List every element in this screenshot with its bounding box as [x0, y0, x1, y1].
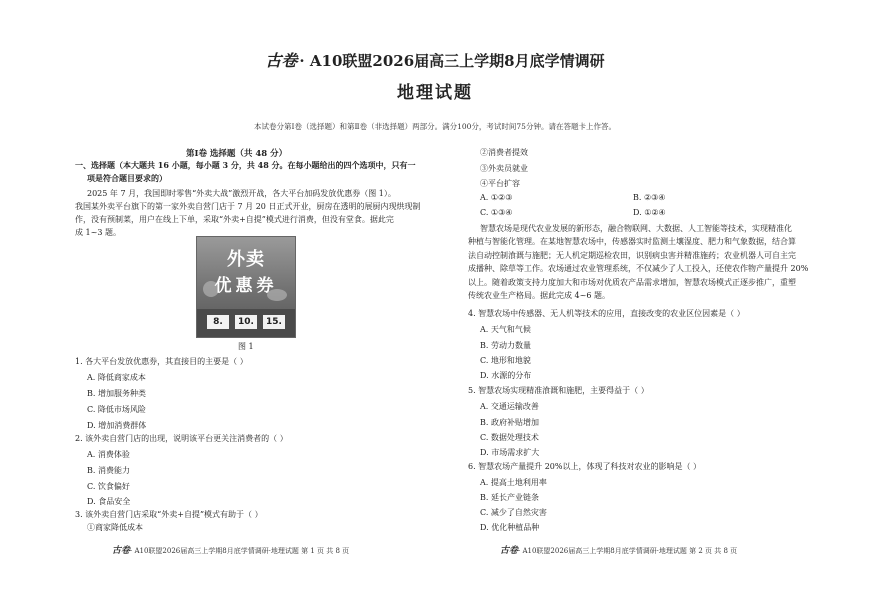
coupon-value: 15. — [263, 315, 285, 329]
option-4c: C. 地形和地貌 — [480, 356, 531, 365]
subject-title: 地理试题 — [397, 83, 473, 103]
figure-caption: 图 1 — [238, 342, 254, 351]
footer-right — [500, 543, 737, 556]
coupon-value: 10. — [235, 315, 257, 329]
part-instruction-line1: 一、选择题（本大题共 16 小题，每小题 3 分，共 48 分。在每小题给出的四个选项中，只有一 — [75, 160, 416, 170]
part-instruction-line2: 项是符合题目要求的） — [87, 173, 167, 183]
option-5b: B. 政府补贴增加 — [480, 418, 539, 427]
option-3a: A. ①②③ — [480, 193, 513, 202]
question-2: 2. 该外卖自营门店的出现，说明该平台更关注消费者的（ ） — [75, 434, 288, 443]
option-1a: A. 降低商家成本 — [87, 373, 146, 382]
option-4a: A. 天气和气候 — [480, 325, 531, 334]
coupon-figure — [196, 236, 296, 338]
coupon-title-line2: 优惠券 — [214, 276, 278, 296]
option-1b: B. 增加服务种类 — [87, 389, 146, 398]
option-6b: B. 延长产业链条 — [480, 493, 539, 502]
exam-title-text: · A10联盟2026届高三上学期8月底学情调研 — [299, 52, 605, 70]
footer-right-text: · A10联盟2026届高三上学期8月底学情调研·地理试题 第 2 页 共 8 页 — [518, 547, 738, 555]
q3-item-4: ④平台扩容 — [480, 179, 520, 188]
option-6d: D. 优化种植品种 — [480, 523, 540, 532]
passage-line: 法自动控制湌溉与施肥；无人机定期巡检农田，识别病虫害并精准施药；农业机器人可自主完 — [468, 251, 796, 260]
passage-line: 以上。随着政策支持力度加大和市场对优质农产品需求增加，智慧农场模式正逐步推广，重塑 — [468, 278, 796, 287]
option-4b: B. 劳动力数量 — [480, 341, 531, 350]
question-1: 1. 各大平台发放优惠券，其直接目的主要是（ ） — [75, 357, 248, 366]
option-3d: D. ①②④ — [633, 208, 666, 217]
option-5c: C. 数据处理技术 — [480, 433, 539, 442]
option-1d: D. 增加消费群体 — [87, 421, 147, 430]
exam-header-title — [0, 48, 870, 71]
option-3b: B. ②③④ — [633, 193, 666, 202]
passage-line: 2025 年 7 月，我国即时零售“外卖大战”激烈开战，各大平台加码发放优惠券（图 1）。 — [87, 189, 396, 198]
exam-instructions: 本试卷分第Ⅰ卷（选择题）和第Ⅱ卷（非选择题）两部分。满分100分，考试时间75分钟。请在答题卡上作答。 — [254, 122, 616, 131]
passage-line: 成播种、除草等工作。农场通过农业管理系统，不仅减少了人工投入，还使农作物产量提升 20% — [468, 264, 809, 273]
q3-item-1: ①商家降低成本 — [87, 523, 143, 532]
option-2b: B. 消费能力 — [87, 466, 130, 475]
coupon-title-line1: 外卖 — [227, 249, 265, 270]
brand-logo: 古卷 — [265, 51, 298, 70]
question-4: 4. 智慧农场中传感器、无人机等技术的应用，直接改变的农业区位因素是（ ） — [468, 309, 745, 318]
question-6: 6. 智慧农场产量提升 20%以上，体现了科技对农业的影响是（ ） — [468, 462, 702, 471]
q3-item-2: ②消费者提效 — [480, 148, 528, 157]
option-4d: D. 水源的分布 — [480, 371, 532, 380]
section-title: 第Ⅰ卷 选择题（共 48 分） — [186, 149, 288, 159]
option-1c: C. 降低市场风险 — [87, 405, 146, 414]
passage-line: 成 1~3 题。 — [75, 228, 121, 237]
question-3: 3. 该外卖自营门店采取“外卖+自提”模式有助于（ ） — [75, 510, 263, 519]
question-5: 5. 智慧农场实现精准湌溉和施肥，主要得益于（ ） — [468, 386, 649, 395]
coupon-value: 8. — [207, 315, 229, 329]
passage-line: 我国某外卖平台旗下的第一家外卖自营门店于 7 月 20 日正式开业，厨房在透明的展厨内现烘现制 — [75, 202, 421, 211]
footer-left-text: · A10联盟2026届高三上学期8月底学情调研·地理试题 第 1 页 共 8 页 — [130, 547, 350, 555]
option-5d: D. 市场需求扩大 — [480, 448, 540, 457]
option-6a: A. 提高土地利用率 — [480, 478, 547, 487]
passage-line: 智慧农场是现代农业发展的新形态，融合物联网、大数据、人工智能等技术，实现精准化 — [480, 224, 792, 233]
passage-line: 传统农业生产格局。据此完成 4~6 题。 — [468, 291, 610, 300]
option-2c: C. 饮食偏好 — [87, 482, 130, 491]
option-3c: C. ①③④ — [480, 208, 513, 217]
q3-item-3: ③外卖员就业 — [480, 164, 528, 173]
footer-logo: 古卷 — [500, 546, 519, 556]
option-6c: C. 减少了自然灾害 — [480, 508, 547, 517]
option-5a: A. 交通运输改善 — [480, 402, 539, 411]
footer-left — [112, 543, 349, 556]
footer-logo: 古卷 — [112, 546, 131, 556]
option-2d: D. 食品安全 — [87, 497, 131, 506]
passage-line: 种植与智能化管理。在某地智慧农场中，传感器实时监测土壤湿度、肥力和气象数据，结合算 — [468, 237, 796, 246]
option-2a: A. 消费体验 — [87, 450, 130, 459]
passage-line: 作，没有预制菜，用户在线上下单，采取“外卖+自提”模式进行消费，但没有堂食。据此完 — [75, 215, 394, 224]
